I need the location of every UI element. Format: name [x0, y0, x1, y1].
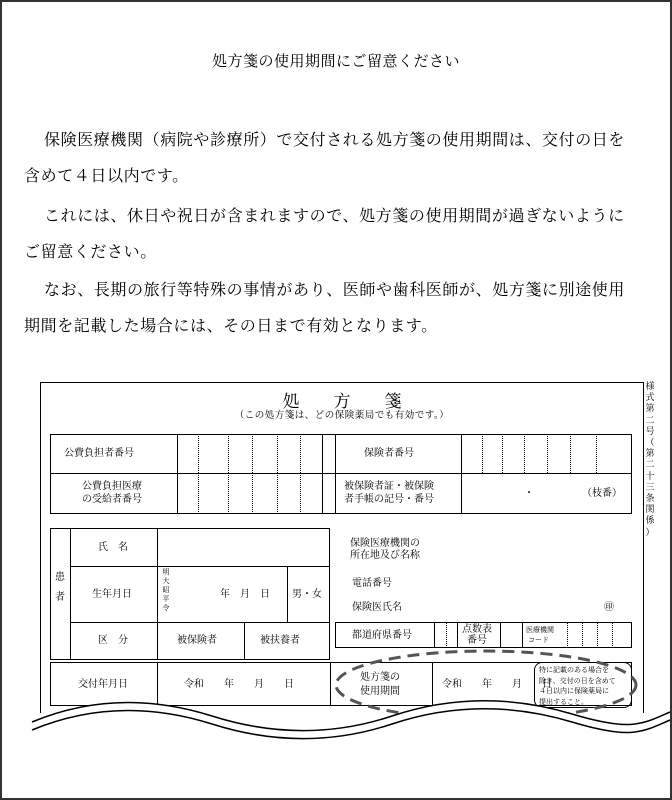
seal-mark: ㊞: [604, 602, 614, 613]
form-style-note: 様 式 第 二 号 （ 第 二 十 三 条 関 係 ）: [645, 382, 655, 538]
use-period-value: 令和 年 月 日: [442, 679, 552, 690]
inst-code-label-1: 医療機関: [526, 626, 554, 634]
use-period-note: 特に記載のある場合を 除き、交付の日を含めて ４日以内に保険薬局に 提出すること。: [534, 662, 632, 708]
public-recipient-label-2: の受給者番号: [82, 494, 142, 505]
phone-label: 電話番号: [352, 578, 392, 589]
issue-date-value: 令和 年 月 日: [184, 679, 294, 690]
branch-no-label: （枝番）: [582, 488, 622, 499]
institution-label-2: 所在地及び名称: [350, 550, 420, 561]
para2-line1: これには、休日や祝日が含まれますので、処方箋の使用期間が過ぎないように: [44, 206, 625, 225]
para2-line2: ご留意ください。: [24, 242, 157, 261]
torn-edge-wave: [2, 692, 670, 742]
issue-date-label: 交付年月日: [78, 679, 128, 690]
prefecture-no-label: 都道府県番号: [352, 630, 412, 641]
card-symbol-label-2: 者手帳の記号・番号: [344, 494, 434, 505]
para3-line2: 期間を記載した場合には、その日まで有効となります。: [24, 316, 438, 335]
use-period-label-1: 処方箋の: [360, 672, 400, 683]
form-subtitle: （この処方箋は、どの保険薬局でも有効です。）: [234, 410, 450, 421]
insurer-no-label: 保険者番号: [364, 448, 414, 459]
use-period-label-2: 使用期間: [360, 686, 400, 697]
card-symbol-label-1: 被保険者証・被保険: [344, 481, 434, 492]
score-table-label-1: 点数表: [462, 624, 492, 635]
score-table-label-2: 番号: [467, 635, 487, 646]
card-dot: ・: [524, 488, 534, 499]
category-label: 区 分: [98, 635, 128, 646]
para3-line1: なお、長期の旅行等特殊の事情があり、医師や歯科医師が、処方箋に別途使用: [44, 280, 626, 299]
insured-label: 被保険者: [177, 635, 217, 646]
dob-ymd: 年 月 日: [220, 589, 270, 600]
public-payer-no-label: 公費負担者番号: [64, 448, 134, 459]
dependent-label: 被扶養者: [260, 635, 300, 646]
highlight-ellipse: [2, 2, 670, 798]
doctor-label: 保険医氏名: [352, 602, 402, 613]
patient-label: 患 者: [55, 572, 65, 603]
para1-line2: 含めて４日以内です。: [24, 166, 189, 185]
institution-label-1: 保険医療機関の: [350, 538, 420, 549]
dob-label: 生年月日: [92, 589, 132, 600]
public-recipient-label-1: 公費負担医療: [82, 481, 142, 492]
sex-label: 男・女: [292, 589, 322, 600]
notice-title: 処方箋の使用期間にご留意ください: [211, 52, 460, 70]
inst-code-label-2: コード: [528, 636, 549, 644]
form-title: 処方箋: [282, 392, 436, 412]
era-options: 明 大 昭 平 令: [162, 568, 170, 612]
para1-line1: 保険医療機関（病院や診療所）で交付される処方箋の使用期間は、交付の日を: [44, 130, 626, 149]
name-label: 氏 名: [98, 542, 128, 553]
